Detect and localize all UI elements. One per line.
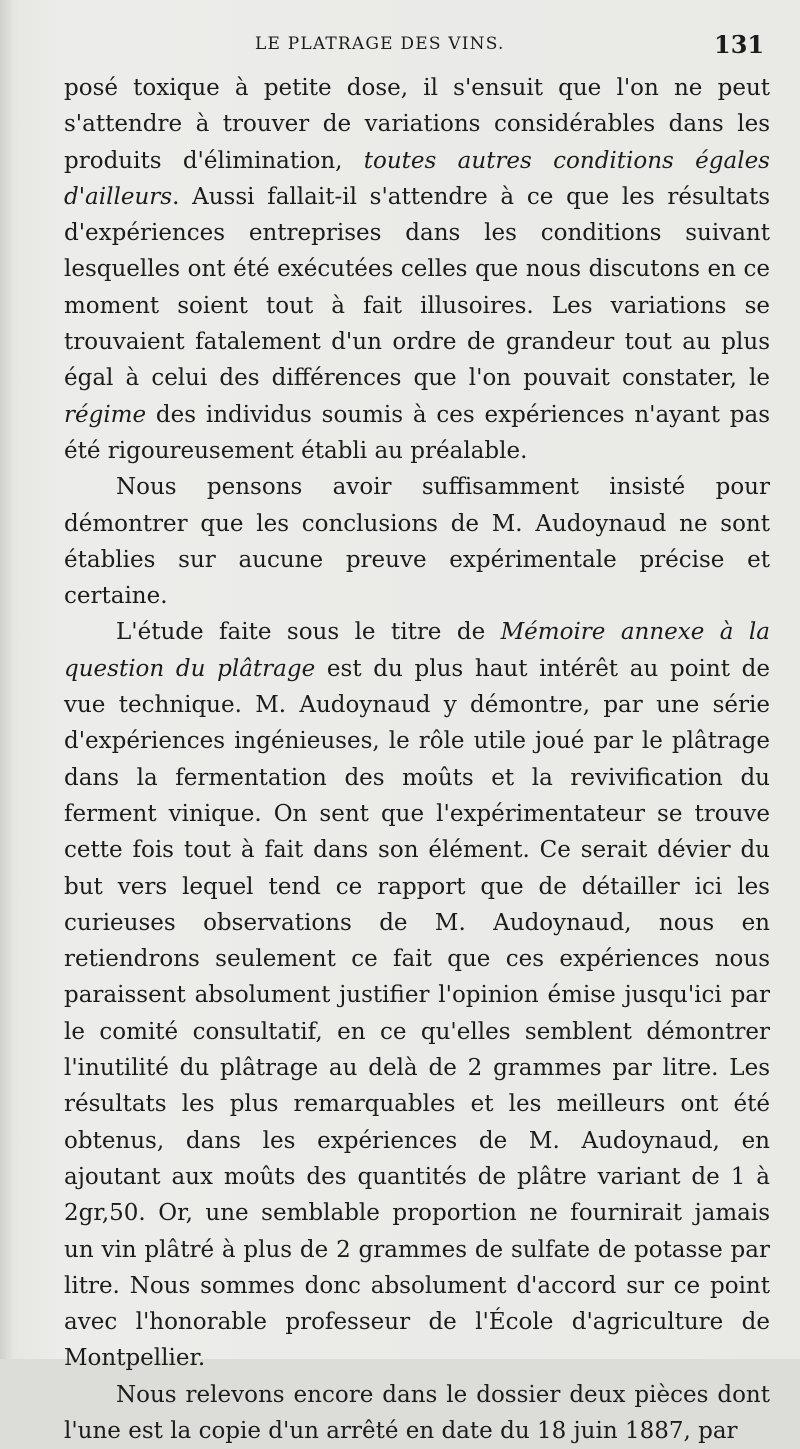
text-segment: posé toxique à petite dose, il s'ensuit que l'on ne peut s'attendre à trouver de variations considérables dans les produits d'élimination, bbox=[64, 75, 770, 174]
running-title: LE PLATRAGE DES VINS. bbox=[255, 34, 505, 54]
body-text bbox=[64, 70, 770, 1449]
text-segment: L'étude faite sous le titre de bbox=[116, 619, 501, 646]
text-segment: Nous pensons avoir suffisamment insisté pour démontrer que les conclusions de M. Audoynaud ne sont établies sur aucune preuve expérimentale précise et certaine. bbox=[64, 474, 770, 610]
paragraph bbox=[64, 1377, 770, 1449]
paragraph bbox=[64, 469, 770, 614]
text-segment: . Aussi fallait-il s'attendre à ce que les résultats d'expériences entreprises dans les conditions suivant lesquelles ont été exécutées celles que nous discutons en ce moment soient tout à fait illusoires. Les variations se trouvaient fatalement d'un ordre de grandeur tout au plus égal à celui des différences que l'on pouvait constater, le bbox=[64, 183, 770, 392]
text-segment: Nous relevons encore dans le dossier deux pièces dont l'une est la copie d'un arrêté en date du 18 juin 1887, par bbox=[64, 1381, 770, 1444]
page-header bbox=[0, 30, 800, 66]
page-number: 131 bbox=[714, 30, 765, 59]
paragraph bbox=[64, 614, 770, 1376]
italic-text: toutes autres conditions égales d'ailleurs bbox=[64, 147, 770, 210]
text-segment: des individus soumis à ces expériences n'ayant pas été rigoureusement établi au préalable. bbox=[64, 401, 770, 464]
italic-text: Mémoire annexe à la question du plâtrage bbox=[64, 619, 771, 682]
italic-text: régime bbox=[64, 401, 147, 428]
text-segment: est du plus haut intérêt au point de vue technique. M. Audoynaud y démontre, par une série d'expériences ingénieuses, le rôle utile joué par le plâtrage dans la fermentation des moûts et la revivification du ferment vinique. On sent que l'expérimentateur se trouve cette fois tout à fait dans son élément. Ce serait dévier du but vers lequel tend ce rapport que de détailler ici les curieuses observations de M. Audoynaud, nous en retiendrons seulement ce fait que ces expériences nous paraissent absolument justifier l'opinion émise jusqu'ici par le comité consultatif, en ce qu'elles semblent démontrer l'inutilité du plâtrage au delà de 2 grammes par litre. Les résultats les plus remarquables et les meilleurs ont été obtenus, dans les expériences de M. Audoynaud, en ajoutant aux moûts des quantités de plâtre variant de 1 à 2gr,50. Or, une semblable proportion ne fournirait jamais un vin plâtré à plus de 2 grammes de sulfate de potasse par litre. Nous sommes donc absolument d'accord sur ce point avec l'honorable professeur de l'École d'agriculture de Montpellier. bbox=[64, 655, 770, 1372]
paragraph bbox=[64, 70, 770, 469]
